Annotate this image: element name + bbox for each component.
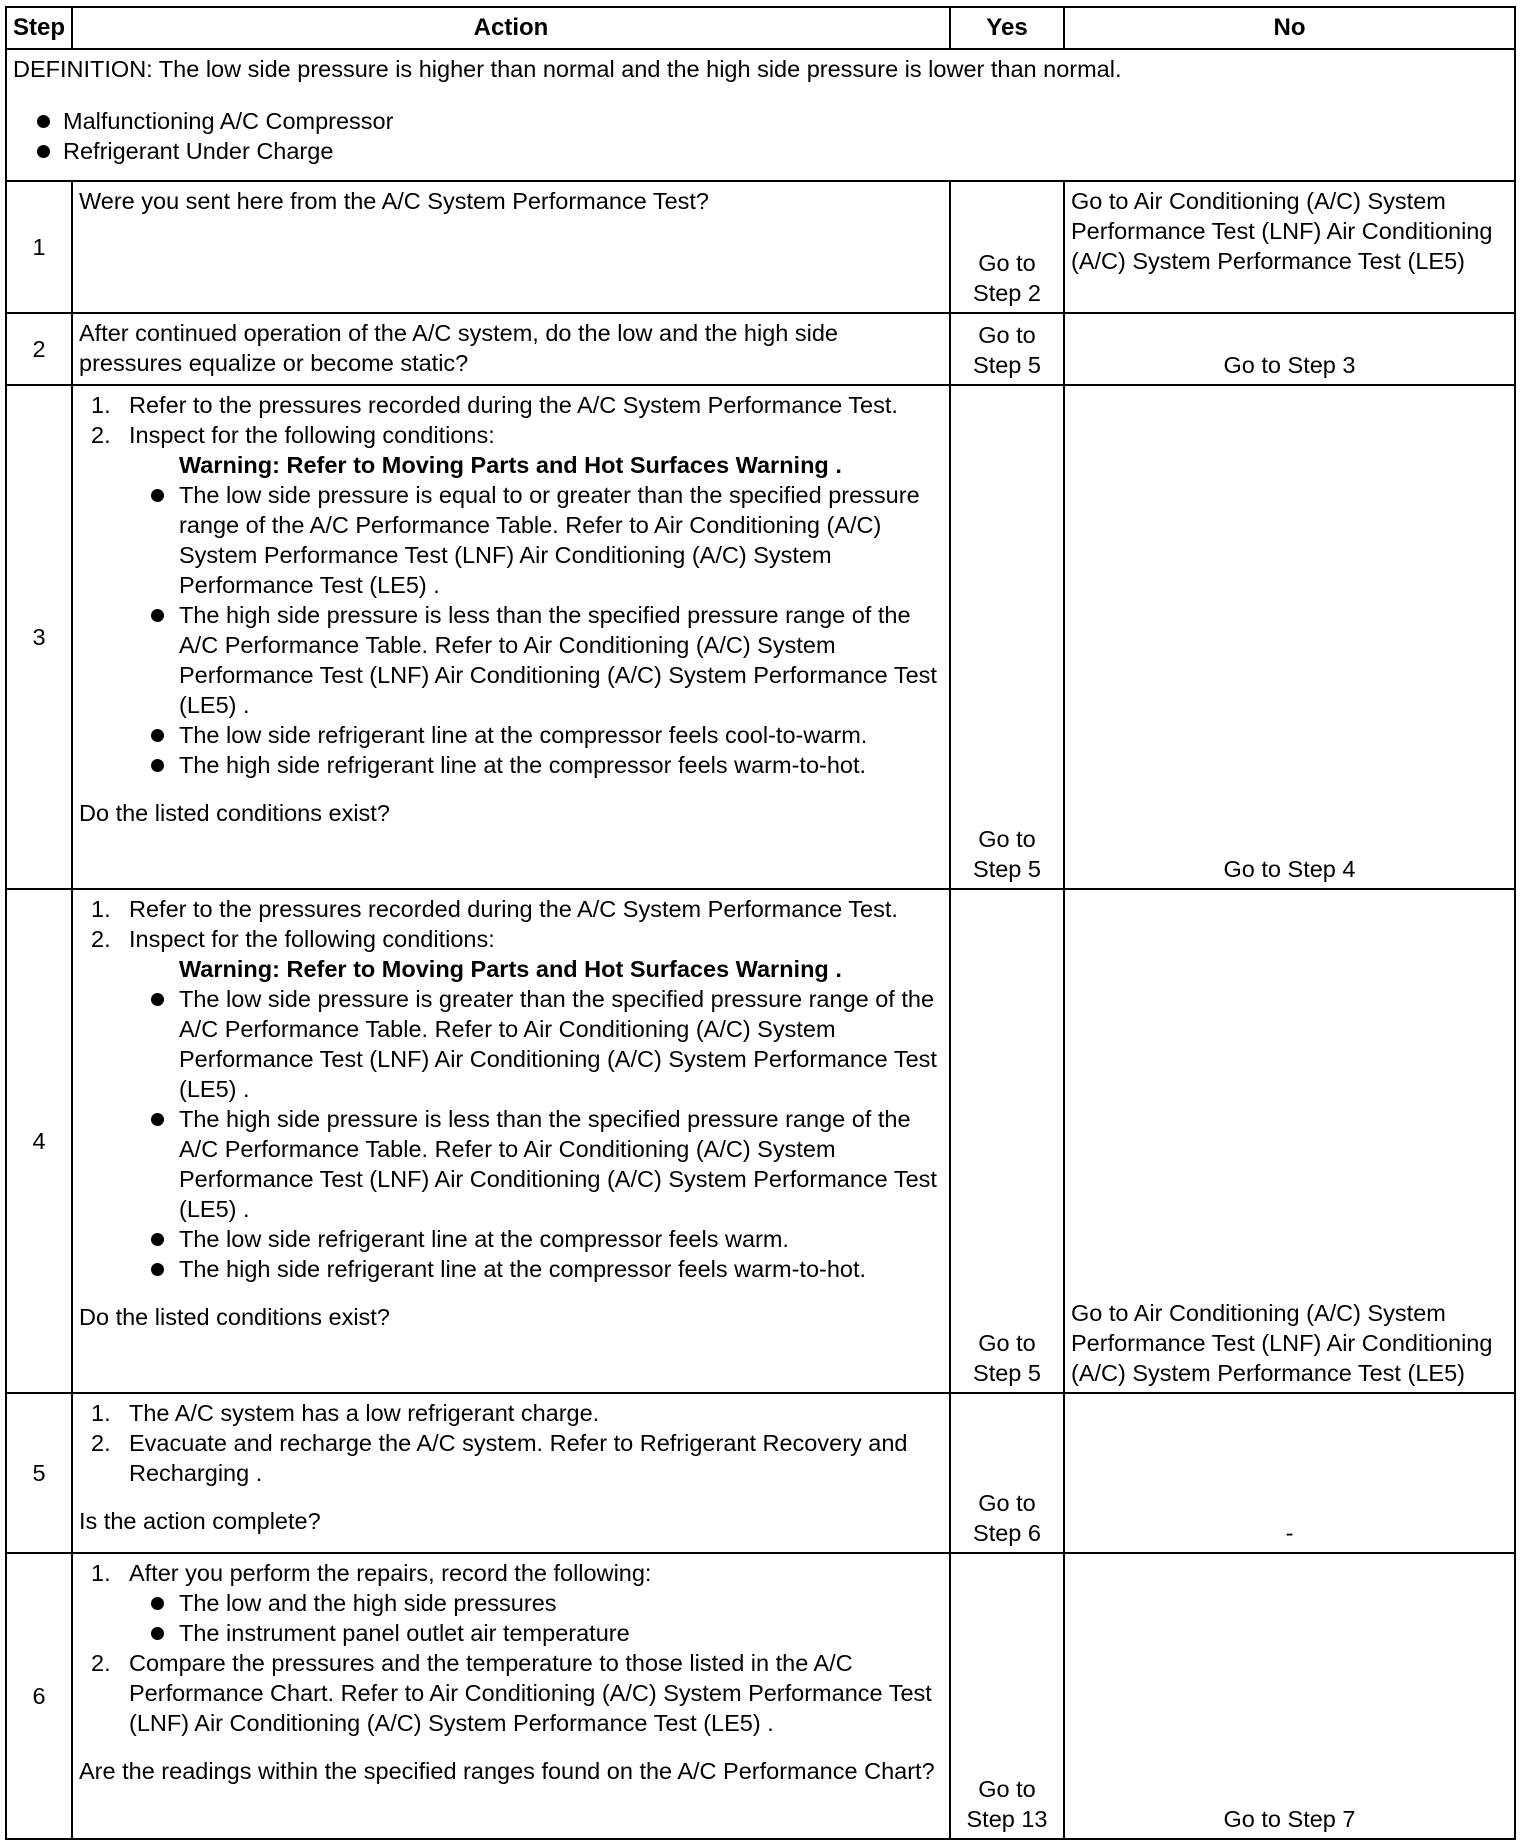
table-row [6, 889, 1515, 1393]
action-cell [72, 385, 950, 889]
condition-item: The low side pressure is equal to or greater than the specified pressure range of the A/C Performance Table. Refer to Air Conditioning (A/C) System Performance Test (LNF) Air Conditioning (A/C) System Performance Test (LE5) . [131, 480, 943, 600]
table-row [6, 313, 1515, 385]
definition-row [6, 49, 1515, 181]
procedure-text: The A/C system has a low refrigerant charge. [129, 1400, 600, 1426]
procedure-item: 2. Inspect for the following conditions: Warning: Refer to Moving Parts and Hot Surfaces Warning . The low side pressure is equal to or greater than the specified pressure range of the A/C Performance Table. Refer to Air Conditioning (A/C) System Performance Test (LNF) Air Conditioning (A/C) System Performance Test (LE5) . The high side pressure is less than the specified pressure range of the A/C Performance Table. Refer to Air Conditioning (A/C) System Performance Test (LNF) Air Conditioning (A/C) System Performance Test (LE5) . The low side refrigerant line at the compressor feels cool-to-warm. The high side refrigerant line at the compressor feels warm-to-hot. [79, 420, 943, 780]
table-row [6, 385, 1515, 889]
yes-link[interactable]: Go to Step 6 [973, 1490, 1041, 1546]
question: Were you sent here from the A/C System Performance Test? [79, 188, 709, 214]
yes-cell [950, 889, 1064, 1393]
no-link[interactable]: Go to Air Conditioning (A/C) System Performance Test (LNF) Air Conditioning (A/C) System Performance Test (LE5) [1071, 1300, 1493, 1386]
procedure-text: Evacuate and recharge the A/C system. Refer to Refrigerant Recovery and Recharging . [129, 1430, 908, 1486]
cause-list [13, 106, 1508, 166]
record-list [129, 1588, 943, 1648]
no-link[interactable]: Go to Step 3 [1223, 352, 1356, 378]
procedure-text: After you perform the repairs, record the following: [129, 1560, 652, 1586]
header-action: Action [72, 7, 950, 49]
question: Do the listed conditions exist? [79, 1304, 390, 1330]
record-item: The low and the high side pressures [131, 1588, 943, 1618]
procedure-item: 2. Evacuate and recharge the A/C system. Refer to Refrigerant Recovery and Recharging . [91, 1430, 908, 1486]
action-cell [72, 181, 950, 313]
procedure-item: 2. Compare the pressures and the temperature to those listed in the A/C Performance Chart. Refer to Air Conditioning (A/C) System Performance Test (LNF) Air Conditioning (A/C) System Performance Test (LE5) . [91, 1650, 932, 1736]
no-link[interactable]: Go to Air Conditioning (A/C) System Performance Test (LNF) Air Conditioning (A/C) System Performance Test (LE5) [1071, 188, 1493, 274]
step-number: 6 [6, 1553, 72, 1839]
procedure-text: Refer to the pressures recorded during the A/C System Performance Test. [129, 896, 898, 922]
action-cell [72, 313, 950, 385]
step-number: 2 [6, 313, 72, 385]
definition-text: DEFINITION: The low side pressure is higher than normal and the high side pressure is lower than normal. [13, 56, 1122, 82]
header-yes: Yes [950, 7, 1064, 49]
yes-link[interactable]: Go to Step 5 [973, 322, 1041, 378]
procedure-list [79, 1398, 943, 1488]
condition-list [129, 480, 943, 780]
condition-item: The high side refrigerant line at the compressor feels warm-to-hot. [131, 1254, 943, 1284]
procedure-list [79, 894, 943, 1284]
step-number: 4 [6, 889, 72, 1393]
cause-item: Malfunctioning A/C Compressor [35, 106, 1508, 136]
step-number: 1 [6, 181, 72, 313]
warning-link[interactable]: Warning: Refer to Moving Parts and Hot Surfaces Warning . [179, 956, 842, 982]
procedure-text: Refer to the pressures recorded during the A/C System Performance Test. [129, 392, 898, 418]
condition-item: The low side refrigerant line at the compressor feels warm. [131, 1224, 943, 1254]
yes-cell [950, 313, 1064, 385]
table-row [6, 181, 1515, 313]
condition-item: The high side pressure is less than the specified pressure range of the A/C Performance Table. Refer to Air Conditioning (A/C) System Performance Test (LNF) Air Conditioning (A/C) System Performance Test (LE5) . [131, 1104, 943, 1224]
yes-cell [950, 181, 1064, 313]
yes-cell [950, 385, 1064, 889]
table-row [6, 1553, 1515, 1839]
no-link[interactable]: Go to Step 7 [1223, 1806, 1356, 1832]
condition-item: The low side pressure is greater than the specified pressure range of the A/C Performance Table. Refer to Air Conditioning (A/C) System Performance Test (LNF) Air Conditioning (A/C) System Performance Test (LE5) . [131, 984, 943, 1104]
header-step: Step [6, 7, 72, 49]
condition-item: The low side refrigerant line at the compressor feels cool-to-warm. [131, 720, 943, 750]
procedure-item: 1. After you perform the repairs, record the following: The low and the high side pressures The instrument panel outlet air temperature [79, 1558, 943, 1648]
diagnostic-table [5, 6, 1516, 1840]
no-value: - [1285, 1520, 1294, 1546]
procedure-text: Inspect for the following conditions: [129, 926, 495, 952]
question: After continued operation of the A/C system, do the low and the high side pressures equalize or become static? [79, 320, 838, 376]
action-cell [72, 889, 950, 1393]
table-row [6, 1393, 1515, 1553]
no-cell [1064, 1553, 1515, 1839]
record-item: The instrument panel outlet air temperature [131, 1618, 943, 1648]
question: Are the readings within the specified ranges found on the A/C Performance Chart? [79, 1758, 935, 1784]
yes-cell [950, 1553, 1064, 1839]
no-cell [1064, 385, 1515, 889]
question: Do the listed conditions exist? [79, 800, 390, 826]
no-link[interactable]: Go to Step 4 [1223, 856, 1356, 882]
yes-link[interactable]: Go to Step 13 [966, 1776, 1048, 1832]
yes-cell [950, 1393, 1064, 1553]
yes-link[interactable]: Go to Step 2 [973, 250, 1041, 306]
step-number: 5 [6, 1393, 72, 1553]
question: Is the action complete? [79, 1508, 321, 1534]
no-cell [1064, 889, 1515, 1393]
step-number: 3 [6, 385, 72, 889]
procedure-list [79, 1558, 943, 1738]
condition-list [129, 984, 943, 1284]
action-cell [72, 1393, 950, 1553]
header-no: No [1064, 7, 1515, 49]
no-cell [1064, 1393, 1515, 1553]
condition-item: The high side pressure is less than the specified pressure range of the A/C Performance Table. Refer to Air Conditioning (A/C) System Performance Test (LNF) Air Conditioning (A/C) System Performance Test (LE5) . [131, 600, 943, 720]
yes-link[interactable]: Go to Step 5 [973, 826, 1041, 882]
condition-item: The high side refrigerant line at the compressor feels warm-to-hot. [131, 750, 943, 780]
procedure-text: Inspect for the following conditions: [129, 422, 495, 448]
procedure-item: 1. Refer to the pressures recorded during the A/C System Performance Test. [91, 896, 898, 922]
procedure-item: 1. The A/C system has a low refrigerant charge. [91, 1400, 600, 1426]
procedure-item: 1. Refer to the pressures recorded during the A/C System Performance Test. [91, 392, 898, 418]
cause-item: Refrigerant Under Charge [35, 136, 1508, 166]
procedure-list [79, 390, 943, 780]
yes-link[interactable]: Go to Step 5 [973, 1330, 1041, 1386]
procedure-item: 2. Inspect for the following conditions: Warning: Refer to Moving Parts and Hot Surfaces Warning . The low side pressure is greater than the specified pressure range of the A/C Performance Table. Refer to Air Conditioning (A/C) System Performance Test (LNF) Air Conditioning (A/C) System Performance Test (LE5) . The high side pressure is less than the specified pressure range of the A/C Performance Table. Refer to Air Conditioning (A/C) System Performance Test (LNF) Air Conditioning (A/C) System Performance Test (LE5) . The low side refrigerant line at the compressor feels warm. The high side refrigerant line at the compressor feels warm-to-hot. [79, 924, 943, 1284]
action-cell [72, 1553, 950, 1839]
header-row [6, 7, 1515, 49]
no-cell [1064, 181, 1515, 313]
procedure-text: Compare the pressures and the temperature to those listed in the A/C Performance Chart. Refer to Air Conditioning (A/C) System Performance Test (LNF) Air Conditioning (A/C) System Performance Test (LE5) . [129, 1650, 932, 1736]
warning-link[interactable]: Warning: Refer to Moving Parts and Hot Surfaces Warning . [179, 452, 842, 478]
no-cell [1064, 313, 1515, 385]
